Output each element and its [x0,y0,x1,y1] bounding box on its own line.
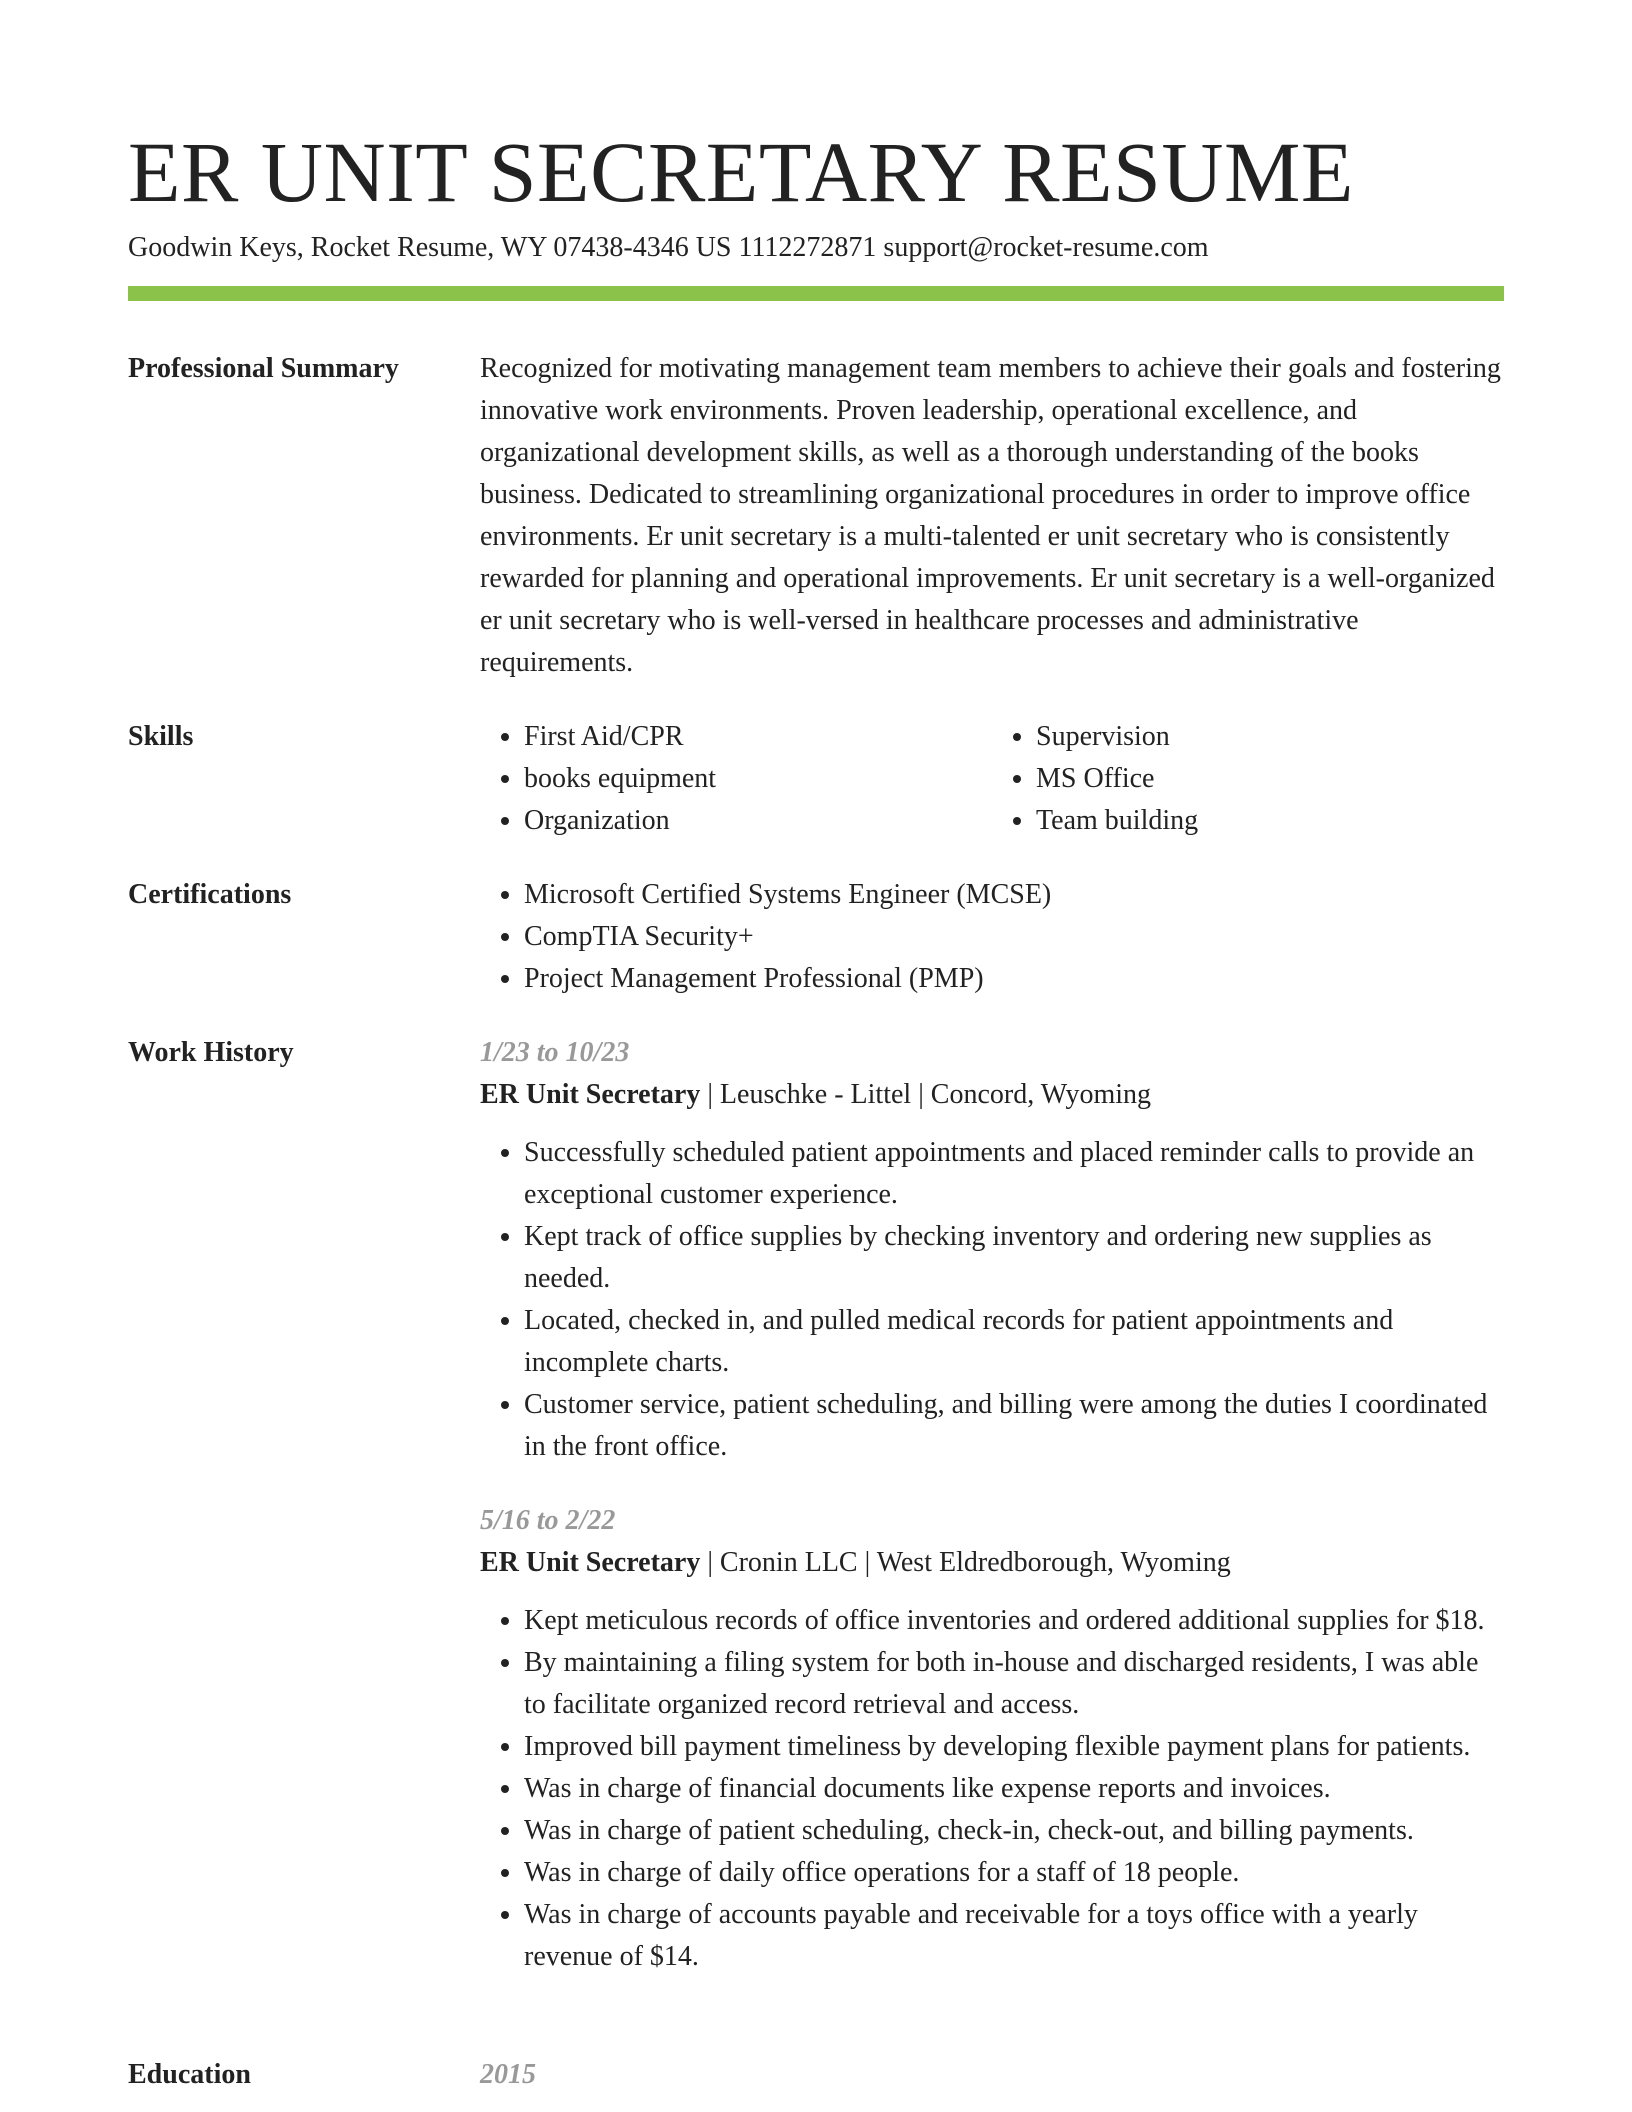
certifications-heading: Certifications [128,879,292,910]
header-divider [128,286,1504,301]
job-bullet: • Successfully scheduled patient appointments and placed reminder calls to provide an exceptional customer experience. [524,1132,1504,1216]
job-details: | Leuschke - Littel | Concord, Wyoming [700,1079,1152,1110]
job-bullets [480,1600,1504,1978]
education-year: 2015 [480,2059,536,2090]
skill-item: • First Aid/CPR [524,716,992,758]
job-entry [480,1500,1504,1978]
job-bullet: • Kept meticulous records of office inventories and ordered additional supplies for $18. [524,1600,1504,1642]
certification-item: • Microsoft Certified Systems Engineer (MCSE) [524,874,1504,916]
skills-list-left [480,716,992,842]
job-bullet: • Kept track of office supplies by checking inventory and ordering new supplies as needed. [524,1216,1504,1300]
certification-item: • Project Management Professional (PMP) [524,958,1504,1000]
skill-item: • books equipment [524,758,992,800]
job-role-line [480,1074,1504,1116]
job-bullet: • Customer service, patient scheduling, and billing were among the duties I coordinated in the front office. [524,1384,1504,1468]
skill-item: • Supervision [1036,716,1504,758]
job-bullet: • Was in charge of accounts payable and receivable for a toys office with a yearly revenue of $14. [524,1894,1504,1978]
job-bullets [480,1132,1504,1468]
job-entry [480,1032,1504,1468]
job-title: ER Unit Secretary [480,1079,701,1110]
job-bullet: • Located, checked in, and pulled medical records for patient appointments and incomplete charts. [524,1300,1504,1384]
education-heading: Education [128,2059,251,2090]
certification-item: • CompTIA Security+ [524,916,1504,958]
skill-item: • MS Office [1036,758,1504,800]
job-bullet: • Was in charge of daily office operations for a staff of 18 people. [524,1852,1504,1894]
summary-text: Recognized for motivating management team members to achieve their goals and fostering innovative work environments. Proven leadership, operational excellence, and organizational development skills, as well as a thorough understanding of the books business. Dedicated to streamlining organizational procedures in order to improve office environments. Er unit secretary is a multi-talented er unit secretary who is consistently rewarded for planning and operational improvements. Er unit secretary is a well-organized er unit secretary who is well-versed in healthcare processes and administrative requirements. [480,353,1501,678]
skill-item: • Team building [1036,800,1504,842]
certifications-list [480,874,1504,1000]
job-role-line [480,1542,1504,1584]
contact-info: Goodwin Keys, Rocket Resume, WY 07438-4346 US 1112272871 support@rocket-resume.com [128,232,1209,263]
job-bullet: • Was in charge of financial documents like expense reports and invoices. [524,1768,1504,1810]
resume-title: ER UNIT SECRETARY RESUME [128,124,1354,220]
skills-heading: Skills [128,721,194,752]
job-bullet: • Was in charge of patient scheduling, check-in, check-out, and billing payments. [524,1810,1504,1852]
skill-item: • Organization [524,800,992,842]
job-details: | Cronin LLC | West Eldredborough, Wyoming [700,1547,1231,1578]
work-history-heading: Work History [128,1037,294,1068]
job-dates: 1/23 to 10/23 [480,1037,630,1068]
job-dates: 5/16 to 2/22 [480,1505,616,1536]
skills-list-right [992,716,1504,842]
job-title: ER Unit Secretary [480,1547,701,1578]
summary-heading: Professional Summary [128,353,399,384]
job-bullet: • Improved bill payment timeliness by developing flexible payment plans for patients. [524,1726,1504,1768]
job-bullet: • By maintaining a filing system for both in-house and discharged residents, I was able to facilitate organized record retrieval and access. [524,1642,1504,1726]
